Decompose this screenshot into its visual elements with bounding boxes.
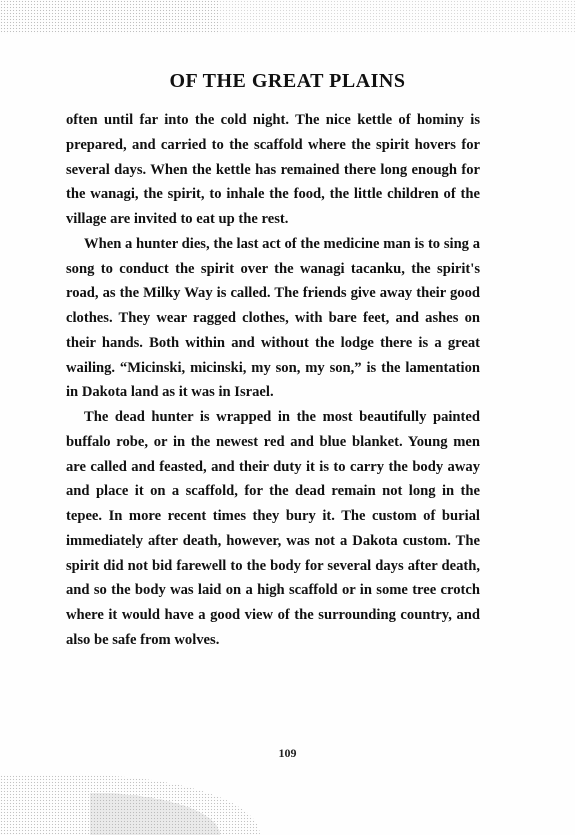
scan-speckle-top <box>0 0 575 34</box>
paragraph-1: often until far into the cold night. The nice kettle of hominy is prepared, and carried to the scaffold where the spirit hovers for several days. When the kettle has remained there long enough for the wanagi, the spirit, to inhale the food, the little children of the village are invited to eat up the rest. <box>66 112 480 227</box>
body-text <box>66 108 480 653</box>
running-title: OF THE GREAT PLAINS <box>169 70 406 92</box>
paragraph-2: When a hunter dies, the last act of the medicine man is to sing a song to conduct the spirit over the wanagi tacanku, the spirit's road, as the Milky Way is called. The friends give away their good clothes. They wear ragged clothes, with bare feet, and ashes on their hands. Both within and without the lodge there is a great wailing. “Micinski, micinski, my son, my son,” is the lamentation in Dakota land as it was in Israel. <box>66 235 480 401</box>
page-number: 109 <box>278 746 297 760</box>
paragraph-3: The dead hunter is wrapped in the most beautifully painted buffalo robe, or in the newest red and blue blanket. Young men are called and feasted, and their duty it is to carry the body away and place it on a scaffold, for the dead remain not long in the tepee. In more recent times they bury it. The custom of burial immediately after death, however, was not a Dakota custom. The spirit did not bid farewell to the body for several days after death, and so the body was laid on a high scaffold or in some tree crotch where it would have a good view of the surrounding country, and also be safe from wolves. <box>66 409 480 648</box>
